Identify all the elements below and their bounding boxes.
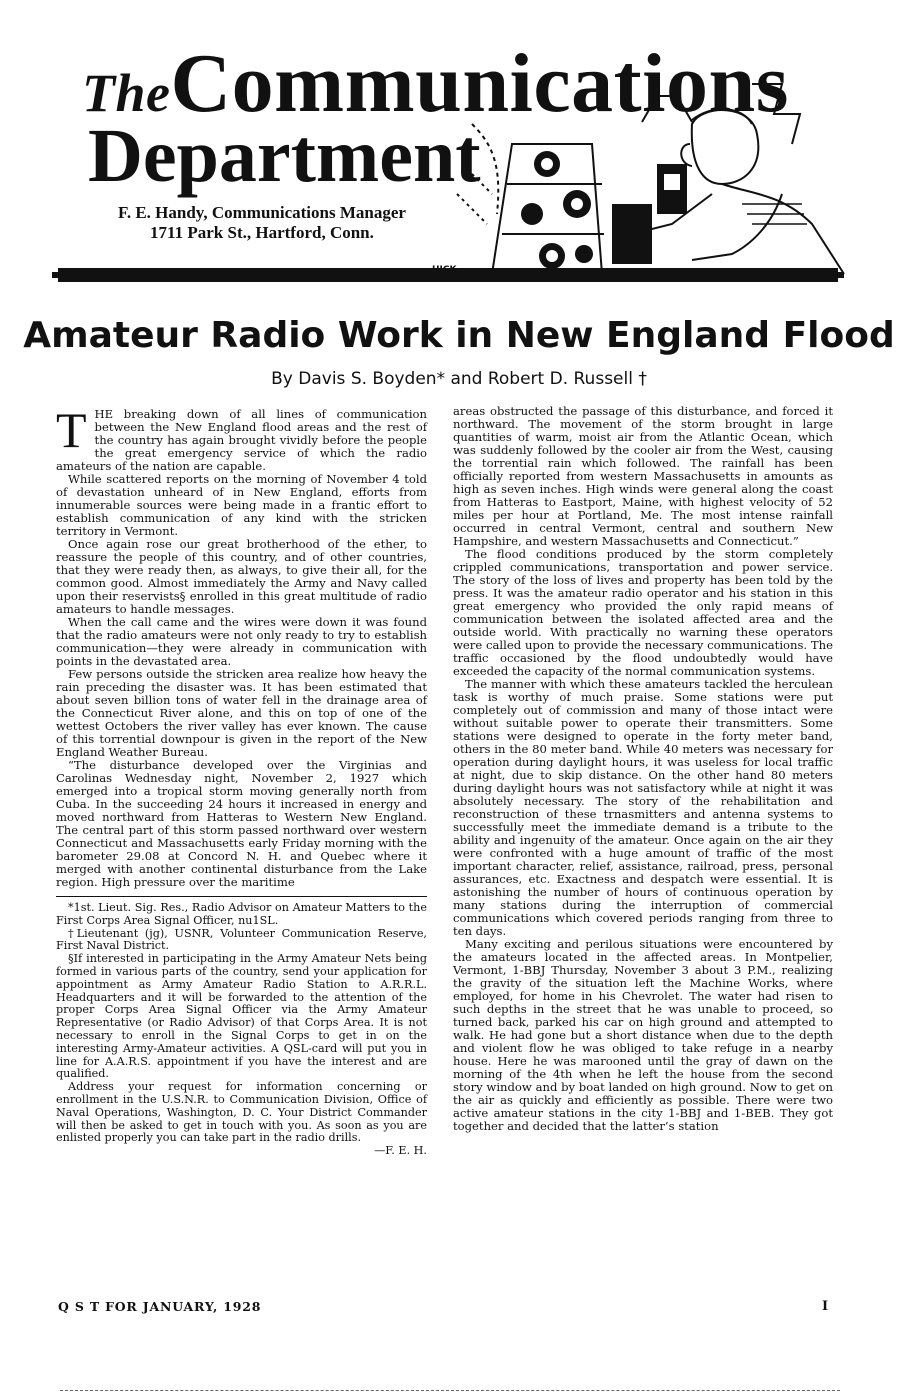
left-column <box>56 402 427 1158</box>
paragraph: Many exciting and perilous situations were encountered by the amateurs located in the affected areas. In Montpelier, Vermont, 1-BBJ Thursday, November 3 about 3 P.M., realizing the gravity of the situation left the Machine Works, where employed, for home in his Chevrolet. The water had risen to such depths in the street that he was unable to proceed, so turned back, parked his car on high ground and attempted to walk. He had gone but a short distance when due to the depth and violent flow he was obliged to take refuge in a nearby house. Here he was marooned until the gray of dawn on the morning of the 4th when he left the house from the second story window and by boat landed on high ground. Now to get on the air as quickly and efficiently as possible. There were two active amateur stations in the city 1-BBJ and 1-BEB. They got together and decided that the latter’s station <box>453 937 833 1133</box>
bottom-edge-line <box>60 1390 840 1391</box>
paragraph: The manner with which these amateurs tackled the herculean task is worthy of much praise. Some stations were put completely out of commission and many of those intact were without suitable power to operate their transmitters. Some stations were designed to operate in the forty meter band, others in the 80 meter band. While 40 meters was necessary for operation during daylight hours, it was useless for local traffic at night, due to skip distance. On the other hand 80 meters during daylight hours was not satisfactory while at night it was absolutely necessary. The story of the rehabilitation and reconstruction of these trnasmitters and antenna systems to successfully meet the immediate demand is a tribute to the ability and ingenuity of the amateur. Once again on the air they were confronted with a huge amount of traffic of the most important character, relief, assistance, railroad, press, personal assurances, etc. Exactness and despatch were essential. It is astonishing the number of hours of continuous operation by many stations during the interruption of commercial communications which covered periods ranging from three to ten days. <box>453 677 833 938</box>
paragraph: Once again rose our great brotherhood of the ether, to reassure the people of this country, and of other countries, that they were ready then, as always, to give their all, for the common good. Almost immediately the Army and Navy called upon their reservists§ enrolled in this great multitude of radio amateurs to handle messages. <box>56 537 427 616</box>
page-number: I <box>822 1299 829 1314</box>
footnote: §If interested in participating in the Army Amateur Nets being formed in various parts of the country, send your application for appointment as Army Amateur Radio Station to A.R.R.L. Headquarters and it will be forwarded to the attention of the proper Corps Area Signal Officer via the Army Amateur Representative (or Radio Advisor) of that Corps Area. It is not necessary to enroll in the Signal Corps to get in on the interesting Army-Amateur activities. A QSL-card will put you in line for A.A.R.S. appointment if you have the interest and are qualified. <box>56 952 427 1081</box>
paragraph <box>56 402 427 473</box>
paragraph: When the call came and the wires were down it was found that the radio amateurs were not only ready to try to establish communication—they were already in communication with points in the devastated area. <box>56 615 427 668</box>
paragraph: While scattered reports on the morning of November 4 told of devastation unheard of in New England, efforts from innumerable sources were being made in a frantic effort to establish communication of any kind with the stricken territory in Vermont. <box>56 472 427 538</box>
article-headline: Amateur Radio Work in New England Flood <box>23 315 895 356</box>
paragraph: areas obstructed the passage of this disturbance, and forced it northward. The movement of the storm brought in large quantities of warm, moist air from the Atlantic Ocean, which was suddenly followed by the cooler air from the West, causing the torrential rain which followed. The rainfall has been officially reported from western Massachusetts in amounts as high as seven inches. High winds were general along the coast from Hatteras to Eastport, Maine, with highest velocity of 52 miles per hour at Portland, Me. The most intense rainfall occurred in central Vermont, central and southern New Hampshire, and western Massachusetts and Connecticut.” <box>453 404 833 548</box>
footnote: Address your request for information concerning or enrollment in the U.S.N.R. to Communication Division, Office of Naval Operations, Washington, D. C. Your District Commander will then be asked to get in touch with you. As soon as you are enlisted properly you can take part in the radio drills. <box>56 1080 427 1145</box>
paragraph: The flood conditions produced by the storm completely crippled communications, transportation and power service. The story of the loss of lives and property has been told by the press. It was the amateur radio operator and his station in this great emergency who provided the only rapid means of communication between the isolated affected area and the outside world. With practically no warning these operators were called upon to provide the necessary communications. The traffic occasioned by the flood undoubtedly would have exceeded the capacity of the normal communication systems. <box>453 547 833 678</box>
footnote-signature: —F. E. H. <box>374 1144 427 1158</box>
manager-line: F. E. Handy, Communications Manager <box>118 203 406 222</box>
department-title-line2: Department <box>88 114 481 198</box>
address-line: 1711 Park St., Hartford, Conn. <box>150 223 374 242</box>
paragraph: Few persons outside the stricken area realize how heavy the rain preceding the disaster was. It has been estimated that about seven billion tons of water fell in the drainage area of the Connecticut River alone, and this on top of one of the wettest Octobers the river valley has ever known. The cause of this torrential downpour is given in the report of the New England Weather Bureau. <box>56 667 427 759</box>
title-the: The <box>82 63 171 123</box>
radio-operator-illustration <box>452 84 852 284</box>
footnote-divider <box>56 896 427 897</box>
manager-block <box>118 203 406 243</box>
footnote: *1st. Lieut. Sig. Res., Radio Advisor on Amateur Matters to the First Corps Area Signal Officer, nu1SL. <box>56 901 427 927</box>
header-rule <box>58 268 838 282</box>
department-header <box>0 0 918 300</box>
page-footer-publication: Q S T FOR JANUARY, 1928 <box>58 1299 262 1314</box>
paragraph: “The disturbance developed over the Virginias and Carolinas Wednesday night, November 2, 1927 which emerged into a tropical storm moving generally north from Cuba. In the succeeding 24 hours it increased in energy and moved northward from Hatteras to Western New England. The central part of this storm passed northward over western Connecticut and Massachusetts early Friday morning with the barometer 29.08 at Concord N. H. and Quebec where it merged with another continental disturbance from the Lake region. High pressure over the maritime <box>56 758 427 889</box>
footnote: †Lieutenant (jg), USNR, Volunteer Communication Reserve, First Naval District. <box>56 926 427 953</box>
paragraph-text: HE breaking down of all lines of communication between the New England flood areas and the rest of the country has again brought vividly before the people the great emergency service of which the radio amateurs of the nation are capable. <box>56 407 427 473</box>
drop-cap: T <box>56 402 87 458</box>
right-column <box>453 405 833 1133</box>
title-communications: Communications <box>170 37 789 130</box>
article-byline: By Davis S. Boyden* and Robert D. Russell † <box>271 369 647 389</box>
footnotes <box>56 902 427 1158</box>
